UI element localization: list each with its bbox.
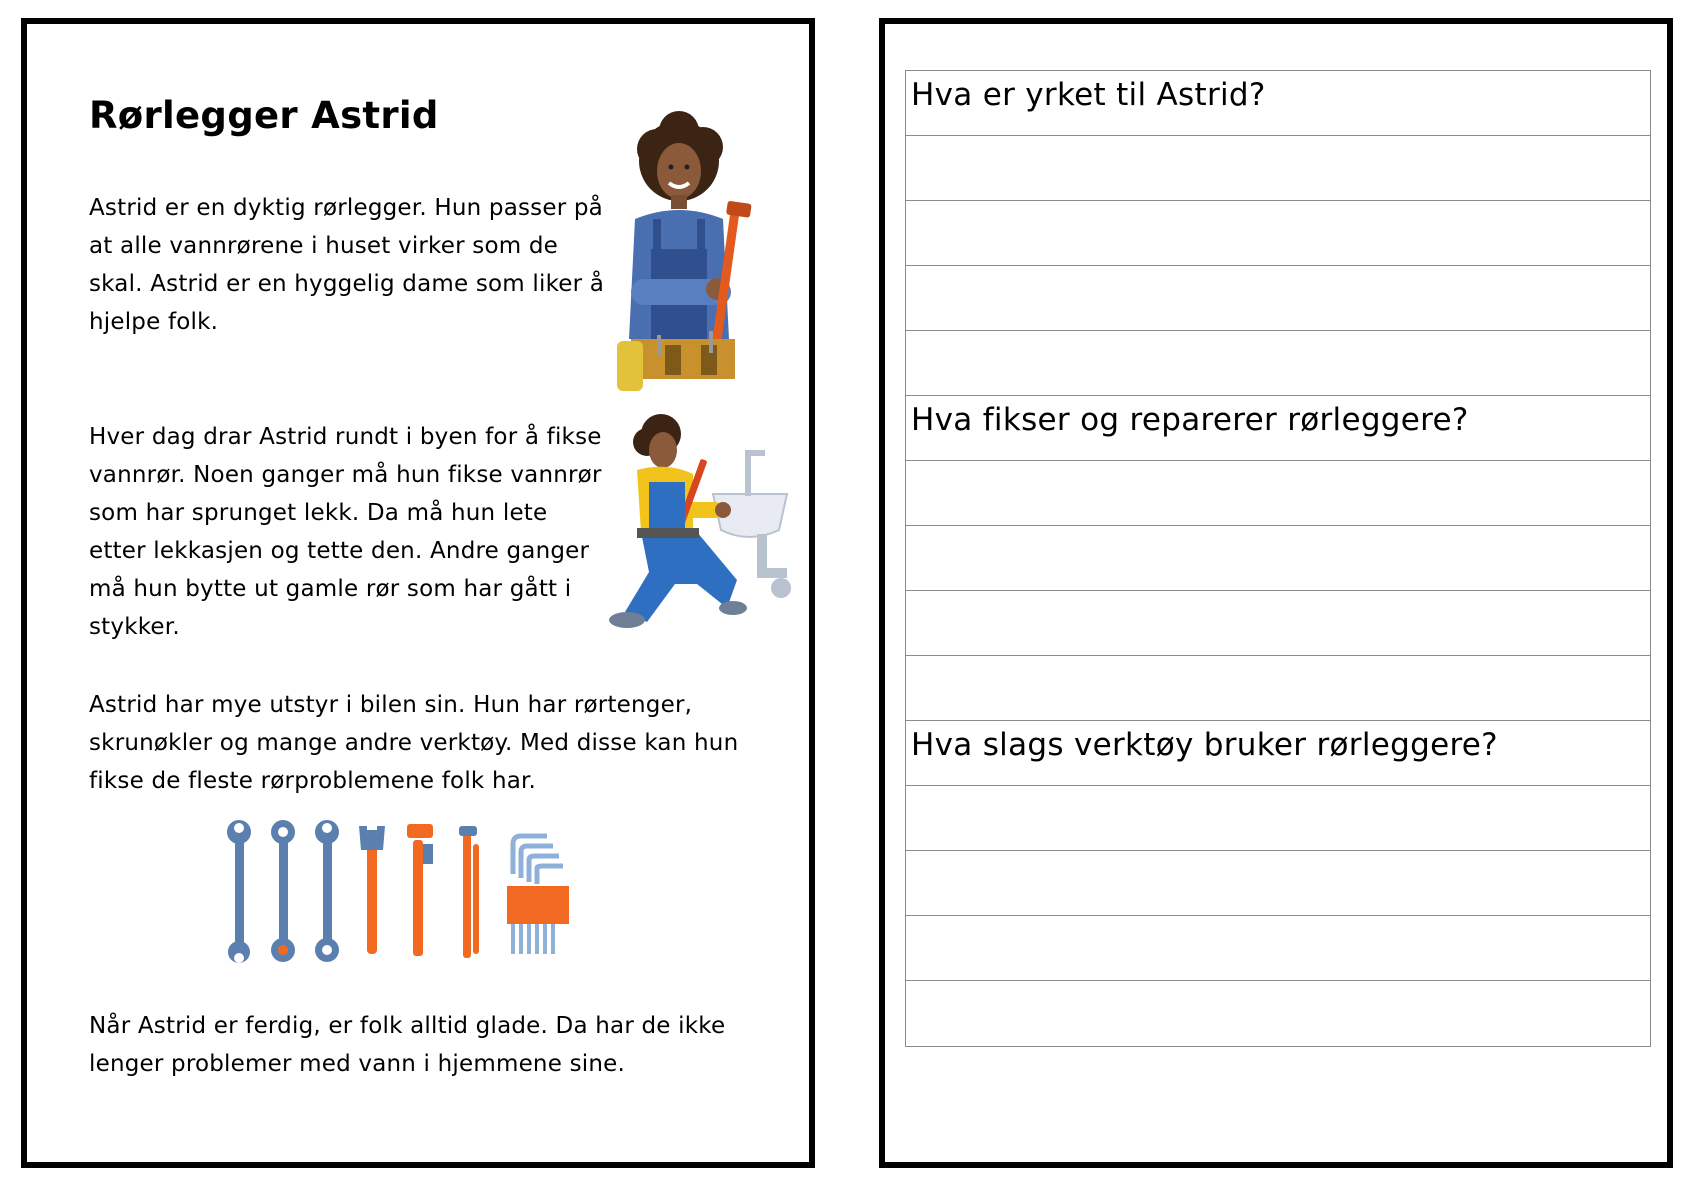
- combination-wrench-1: [227, 820, 251, 963]
- paragraph-daily-work: Hver dag drar Astrid rundt i byen for å fikse vannrør. Noen ganger må hun fikse vannrør som har sprunget lekk. Da må hun lete etter lekkasjen og tette den. Andre ganger må hun bytte ut gamle rør som har gått i stykker.: [89, 424, 602, 640]
- answer-line[interactable]: [906, 656, 1650, 721]
- answer-line[interactable]: [906, 201, 1650, 266]
- plumber-kneeling-illustration: [597, 412, 797, 662]
- answer-line[interactable]: [906, 591, 1650, 656]
- paragraph-intro: Astrid er en dyktig rørlegger. Hun passer på at alle vannrørene i huset virker som de skal. Astrid er en hyggelig dame som liker å hjelpe folk.: [89, 195, 605, 335]
- tools-illustration: [217, 814, 617, 974]
- worksheet-page: [879, 18, 1673, 1168]
- pipe-wrench-2: [459, 826, 479, 958]
- face-shape: [657, 143, 701, 199]
- question-1: Hva er yrket til Astrid?: [906, 71, 1650, 136]
- answer-line[interactable]: [906, 266, 1650, 331]
- question-2: Hva fikser og reparerer rørleggere?: [906, 396, 1650, 461]
- adjustable-wrench: [359, 820, 385, 954]
- pipe-wrench-1: [407, 824, 433, 956]
- face-shape: [649, 432, 677, 468]
- page-title: Rørlegger Astrid: [89, 94, 439, 137]
- combination-wrench-2: [315, 820, 339, 962]
- answer-line[interactable]: [906, 851, 1650, 916]
- question-table: [905, 70, 1651, 1047]
- question-3: Hva slags verktøy bruker rørleggere?: [906, 721, 1650, 786]
- answer-line[interactable]: [906, 786, 1650, 851]
- answer-line[interactable]: [906, 331, 1650, 396]
- answer-line[interactable]: [906, 461, 1650, 526]
- answer-line[interactable]: [906, 136, 1650, 201]
- answer-line[interactable]: [906, 916, 1650, 981]
- answer-line[interactable]: [906, 981, 1650, 1046]
- hex-key-set: [507, 836, 569, 954]
- paragraph-conclusion: Når Astrid er ferdig, er folk alltid glade. Da har de ikke lenger problemer med vann i hjemmene sine.: [89, 1013, 726, 1077]
- ring-wrench: [271, 820, 295, 962]
- plumber-standing-illustration: [617, 109, 787, 409]
- paragraph-equipment: Astrid har mye utstyr i bilen sin. Hun har rørtenger, skrunøkler og mange andre verktøy. Med disse kan hun fikse de fleste rørproblemene folk har.: [89, 692, 739, 794]
- answer-line[interactable]: [906, 526, 1650, 591]
- tool-belt-shape: [631, 339, 735, 379]
- reading-page: [21, 18, 815, 1168]
